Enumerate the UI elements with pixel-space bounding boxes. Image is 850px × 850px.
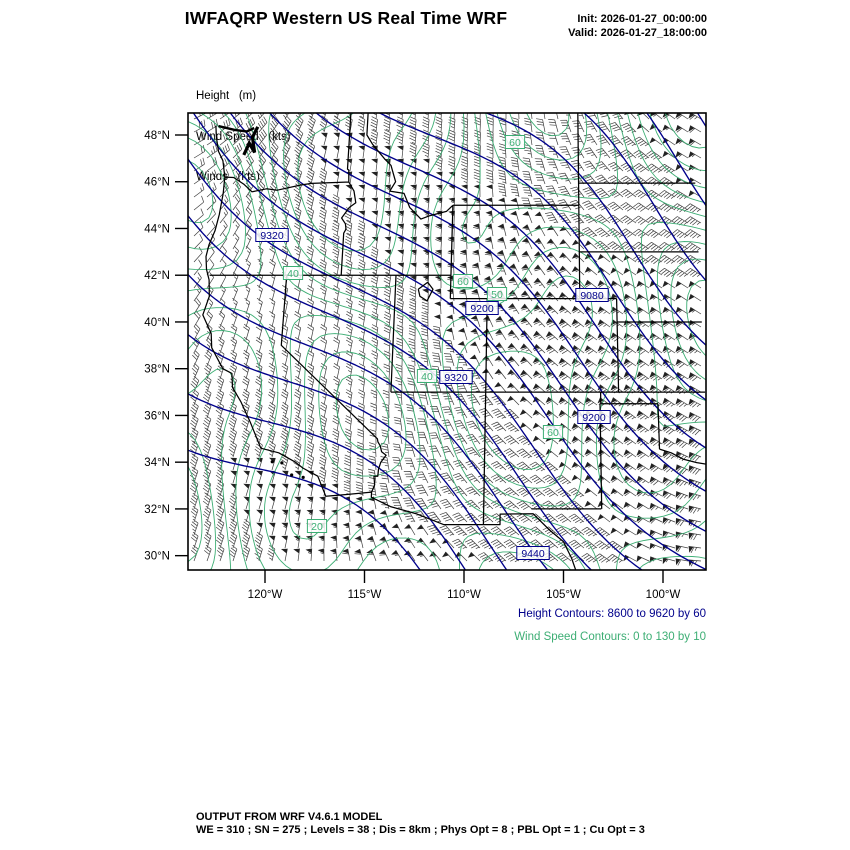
svg-text:38°N: 38°N xyxy=(144,363,170,376)
legend-line-windspeed: Wind Speed (kts) xyxy=(196,130,291,143)
svg-text:34°N: 34°N xyxy=(144,457,170,470)
svg-text:20: 20 xyxy=(311,520,323,533)
svg-text:40: 40 xyxy=(421,370,433,383)
legend-line-height: Height (m) xyxy=(196,90,257,102)
svg-text:105°W: 105°W xyxy=(546,589,581,601)
svg-text:9320: 9320 xyxy=(444,371,468,384)
legend-line-winds: Winds (kts) xyxy=(196,171,260,183)
wind-contour-caption: Wind Speed Contours: 0 to 130 by 10 xyxy=(514,631,706,643)
svg-text:9200: 9200 xyxy=(582,411,606,424)
svg-text:30°N: 30°N xyxy=(144,550,170,563)
svg-text:120°W: 120°W xyxy=(247,589,283,601)
svg-text:36°N: 36°N xyxy=(144,410,170,423)
svg-text:40°N: 40°N xyxy=(144,316,170,329)
valid-time-label: Valid: 2026-01-27_18:00:00 xyxy=(568,27,707,39)
footer-model-line: OUTPUT FROM WRF V4.6.1 MODEL xyxy=(196,811,383,823)
svg-text:60: 60 xyxy=(547,426,559,439)
svg-text:46°N: 46°N xyxy=(144,176,170,189)
page-title: IWFAQRP Western US Real Time WRF xyxy=(184,8,508,28)
svg-text:9320: 9320 xyxy=(260,229,284,242)
svg-text:60: 60 xyxy=(457,275,469,288)
svg-text:60: 60 xyxy=(509,136,521,149)
model-footer xyxy=(196,811,645,837)
contour-labels-layer xyxy=(256,136,610,560)
init-time-label: Init: 2026-01-27_00:00:00 xyxy=(577,13,707,25)
svg-text:48°N: 48°N xyxy=(144,130,170,142)
svg-text:9080: 9080 xyxy=(580,289,604,302)
svg-text:9440: 9440 xyxy=(521,547,545,560)
svg-text:100°W: 100°W xyxy=(645,589,681,601)
svg-text:115°W: 115°W xyxy=(347,589,382,601)
svg-text:42°N: 42°N xyxy=(144,270,170,283)
footer-config-line: WE = 310 ; SN = 275 ; Levels = 38 ; Dis = 8km ; Phys Opt = 8 ; PBL Opt = 1 ; Cu Opt = 3 xyxy=(196,824,645,836)
wind-barbs-layer xyxy=(190,103,701,566)
svg-text:44°N: 44°N xyxy=(144,223,170,236)
svg-text:40: 40 xyxy=(287,267,299,280)
svg-text:50: 50 xyxy=(491,288,503,301)
svg-text:110°W: 110°W xyxy=(447,589,481,601)
height-contour-caption: Height Contours: 8600 to 9620 by 60 xyxy=(518,608,706,620)
svg-text:32°N: 32°N xyxy=(144,503,170,516)
svg-text:9200: 9200 xyxy=(470,302,494,315)
